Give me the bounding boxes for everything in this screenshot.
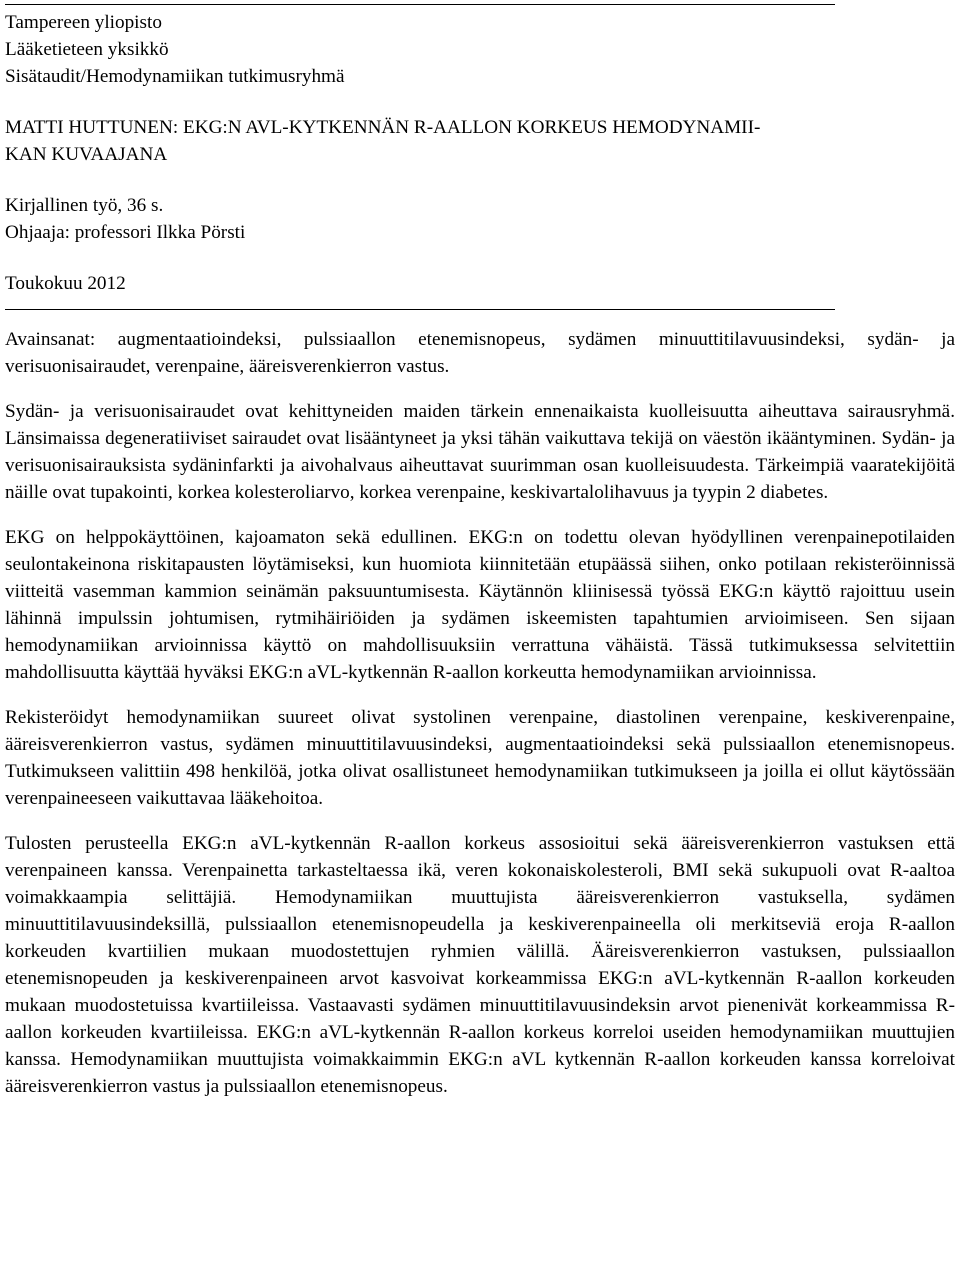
thesis-title-line-1: MATTI HUTTUNEN: EKG:N AVL-KYTKENNÄN R-AALLON KORKEUS HEMODYNAMII- bbox=[5, 117, 761, 138]
abstract-paragraph-4: Tulosten perusteella EKG:n aVL-kytkennän R-aallon korkeus assosioitui sekä ääreisverenkierron vastuksen että verenpaineen kanssa. Verenpainetta tarkasteltaessa ikä, veren kokonaiskolesteroli, BMI sekä sukupuoli ovat R-aaltoa voimakkaampia selittäjiä. Hemodynamiikan muuttujista ääreisverenkierron vastuksella, sydämen minuuttitilavuusindeksillä, pulssiaallon etenemisnopeudella ja keskiverenpaineella oli merkitseviä eroja R-aallon korkeuden kvartiilien mukaan muodostettujen ryhmien välillä. Ääreisverenkierron vastuksen, pulssiaallon etenemisnopeuden ja keskiverenpaineen arvot kasvoivat korkeammissa EKG:n aVL-kytkennän R-aallon korkeuden mukaan muodostetuissa kvartiileissa. Vastaavasti sydämen minuuttitilavuusindeksin arvot pienenivät korkeammissa R-aallon korkeuden kvartiileissa. EKG:n aVL-kytkennän R-aallon korkeus korreloi useiden hemodynamiikan muuttujien kanssa. Hemodynamiikan muuttujista voimakkaimmin EKG:n aVL kytkennän R-aallon korkeuden kanssa korreloivat ääreisverenkierron vastus ja pulssiaallon etenemisnopeus. bbox=[5, 833, 955, 1097]
middle-rule bbox=[5, 309, 835, 310]
spacer bbox=[5, 380, 955, 398]
thesis-title-line-2: KAN KUVAAJANA bbox=[5, 144, 168, 165]
spacer bbox=[5, 686, 955, 704]
supervisor: Ohjaaja: professori Ilkka Pörsti bbox=[5, 222, 246, 243]
spacer bbox=[5, 168, 955, 192]
abstract-paragraph-2: EKG on helppokäyttöinen, kajoamaton sekä edullinen. EKG:n on todettu olevan hyödyllinen verenpainepotilaiden seulontakeinona riskitapausten löytämiseksi, kun huomiota kiinnitetään etupäässä siihen, onko potilaan rekisteröinnissä viitteitä vasemman kammion seinämän paksuuntumisesta. Käytännön kliinisessä työssä EKG:n käyttö rajoittuu usein lähinnä impulssin johtumisen, rytmihäiriöiden ja sydämen iskeemisten tapahtumien arvioimiseen. Sen sijaan hemodynamiikan arvioinnissa käyttö on mahdollisuuksiin verrattuna vähäistä. Tässä tutkimuksessa selvitettiin mahdollisuutta käyttää hyväksi EKG:n aVL-kytkennän R-aallon korkeutta hemodynamiikan arvioinnissa. bbox=[5, 527, 955, 683]
institution-block bbox=[5, 9, 955, 90]
thesis-title bbox=[5, 114, 955, 168]
spacer bbox=[5, 506, 955, 524]
university-name: Tampereen yliopisto bbox=[5, 12, 162, 33]
spacer bbox=[5, 812, 955, 830]
faculty-name: Lääketieteen yksikkö bbox=[5, 39, 169, 60]
document-page bbox=[5, 0, 955, 1100]
abstract-paragraph-1: Sydän- ja verisuonisairaudet ovat kehittyneiden maiden tärkein ennenaikaista kuolleisuutta aiheuttava sairausryhmä. Länsimaissa degeneratiiviset sairaudet ovat lisääntyneet ja yksi tähän vaikuttava tekijä on väestön ikääntyminen. Sydän- ja verisuonisairauksista sydäninfarkti ja aivohalvaus aiheuttavat suurimman osan kuolleisuudesta. Tärkeimpiä vaaratekijöitä näille ovat tupakointi, korkea kolesteroliarvo, korkea verenpaine, keskivartalolihavuus ja tyypin 2 diabetes. bbox=[5, 401, 955, 503]
abstract-paragraph-3: Rekisteröidyt hemodynamiikan suureet olivat systolinen verenpaine, diastolinen verenpaine, keskiverenpaine, ääreisverenkierron vastus, sydämen minuuttitilavuusindeksi, augmentaatioindeksi sekä pulssiaallon etenemisnopeus. Tutkimukseen valittiin 498 henkilöä, jotka olivat osallistuneet hemodynamiikan tutkimukseen ja joilla ei ollut käytössään verenpaineeseen vaikuttavaa lääkehoitoa. bbox=[5, 707, 955, 809]
research-group: Sisätaudit/Hemodynamiikan tutkimusryhmä bbox=[5, 66, 345, 87]
keywords: Avainsanat: augmentaatioindeksi, pulssiaallon etenemisnopeus, sydämen minuuttitilavuusindeksi, sydän- ja verisuonisairaudet, verenpaine, ääreisverenkierron vastus. bbox=[5, 329, 955, 377]
top-rule bbox=[5, 4, 835, 5]
work-type: Kirjallinen työ, 36 s. bbox=[5, 195, 164, 216]
work-meta bbox=[5, 192, 955, 246]
spacer bbox=[5, 246, 955, 270]
spacer bbox=[5, 90, 955, 114]
publication-date: Toukokuu 2012 bbox=[5, 273, 126, 294]
